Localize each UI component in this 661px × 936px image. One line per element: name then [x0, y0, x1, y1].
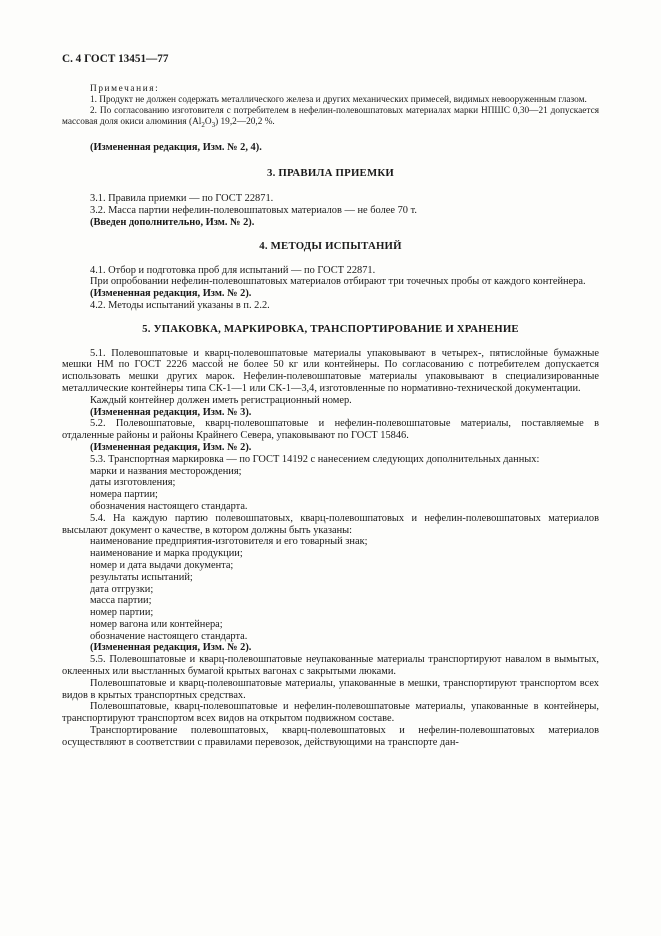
list-item: обозначения настоящего стандарта.	[90, 500, 248, 512]
section-3-title: 3. ПРАВИЛА ПРИЕМКИ	[267, 166, 394, 179]
list-item: марки и названия месторождения;	[90, 465, 242, 477]
edit-note-3: (Введен дополнительно, Изм. № 2).	[90, 216, 255, 228]
para-3-1: 3.1. Правила приемки — по ГОСТ 22871.	[90, 193, 274, 205]
list-item: номера партии;	[90, 489, 158, 501]
page-header: С. 4 ГОСТ 13451—77	[62, 53, 169, 65]
edit-note-1: (Измененная редакция, Изм. № 2, 4).	[90, 141, 262, 153]
para-3-2: 3.2. Масса партии нефелин-полевошпатовых материалов — не более 70 т.	[90, 205, 417, 217]
list-item: дата отгрузки;	[90, 583, 154, 595]
para-5-4: 5.4. На каждую партию полевошпатовых, кварц-полевошпатовых и нефелин-полевошпатовых материалов высылают документ о качестве, в котором должны быть указаны:	[62, 512, 599, 536]
notes-block	[62, 84, 599, 128]
list-item: номер и дата выдачи документа;	[90, 559, 234, 571]
para-5-5b: Полевошпатовые и кварц-полевошпатовые материалы, упакованные в мешки, транспортируют транспортом всех видов в крытых транспортных средствах.	[62, 677, 599, 701]
list-5-3	[62, 466, 599, 513]
para-4-1: 4.1. Отбор и подготовка проб для испытаний — по ГОСТ 22871.	[90, 264, 376, 276]
para-4-2: 4.2. Методы испытаний указаны в п. 2.2.	[90, 299, 270, 311]
list-item: обозначение настоящего стандарта.	[90, 630, 248, 642]
page-content	[62, 54, 599, 749]
para-4-1b: При опробовании нефелин-полевошпатовых материалов отбирают три точечных пробы от каждого контейнера.	[90, 276, 586, 288]
section-5-title: 5. УПАКОВКА, МАРКИРОВКА, ТРАНСПОРТИРОВАНИЕ И ХРАНЕНИЕ	[142, 322, 519, 335]
list-item: наименование и марка продукции;	[90, 548, 243, 560]
note-2: 2. По согласованию изготовителя с потребителем в нефелин-полевошпатовых материалах марки НПШС 0,30—21 допускается массовая доля окиси алюминия $(Al_2O_3)$ 19,2—20,2 %.	[62, 105, 599, 129]
notes-title: Примечания:	[90, 83, 160, 94]
edit-note-5-2: (Измененная редакция, Изм. № 2).	[90, 441, 252, 453]
para-5-5c: Полевошпатовые, кварц-полевошпатовые и нефелин-полевошпатовые материалы, упакованные в контейнеры, транспортируют транспортом всех видов на открытом подвижном составе.	[62, 701, 599, 725]
para-5-5d: Транспортирование полевошпатовых, кварц-полевошпатовых и нефелин-полевошпатовых материалов осуществляют в соответствии с правилами перевозок, действующими на транспорте дан-	[62, 725, 599, 748]
list-item: номер вагона или контейнера;	[90, 618, 223, 630]
para-5-1b: Каждый контейнер должен иметь регистрационный номер.	[90, 394, 352, 406]
para-5-5: 5.5. Полевошпатовые и кварц-полевошпатовые неупакованные материалы транспортируют навалом в вымытых, оклеенных или выстланных бумагой крытых вагонах с закрытыми люками.	[62, 654, 599, 678]
para-5-2: 5.2. Полевошпатовые, кварц-полевошпатовые и нефелин-полевошпатовые материалы, поставляемые в отдаленные районы и районы Крайнего Севера, упаковывают по ГОСТ 15846.	[62, 418, 599, 442]
list-item: даты изготовления;	[90, 477, 176, 489]
list-item: номер партии;	[90, 607, 154, 619]
list-item: наименование предприятия-изготовителя и его товарный знак;	[90, 536, 368, 548]
para-5-3: 5.3. Транспортная маркировка — по ГОСТ 14192 с нанесением следующих дополнительных данных:	[90, 453, 540, 465]
list-item: масса партии;	[90, 595, 152, 607]
list-5-4	[62, 536, 599, 642]
edit-note-5-1: (Измененная редакция, Изм. № 3).	[90, 406, 252, 418]
note-1: 1. Продукт не должен содержать металлического железа и других механических примесей, видимых невооруженным глазом.	[90, 94, 587, 105]
list-item: результаты испытаний;	[90, 571, 193, 583]
para-5-1: 5.1. Полевошпатовые и кварц-полевошпатовые материалы упаковывают в четырех-, пятислойные бумажные мешки НМ по ГОСТ 2226 массой не более 50 кг или контейнеры. По согласованию с потребителем допускается использовать мешки других марок. Нефелин-полевошпатовые материалы упаковывают в специализированные металлические контейнеры типа СК-1—1 или СК-1—3,4, изготовленные по нормативно-технической документации.	[62, 347, 599, 394]
section-4-title: 4. МЕТОДЫ ИСПЫТАНИЙ	[259, 239, 402, 252]
edit-note-5-4: (Измененная редакция, Изм. № 2).	[90, 642, 252, 654]
edit-note-4: (Измененная редакция, Изм. № 2).	[90, 288, 252, 300]
